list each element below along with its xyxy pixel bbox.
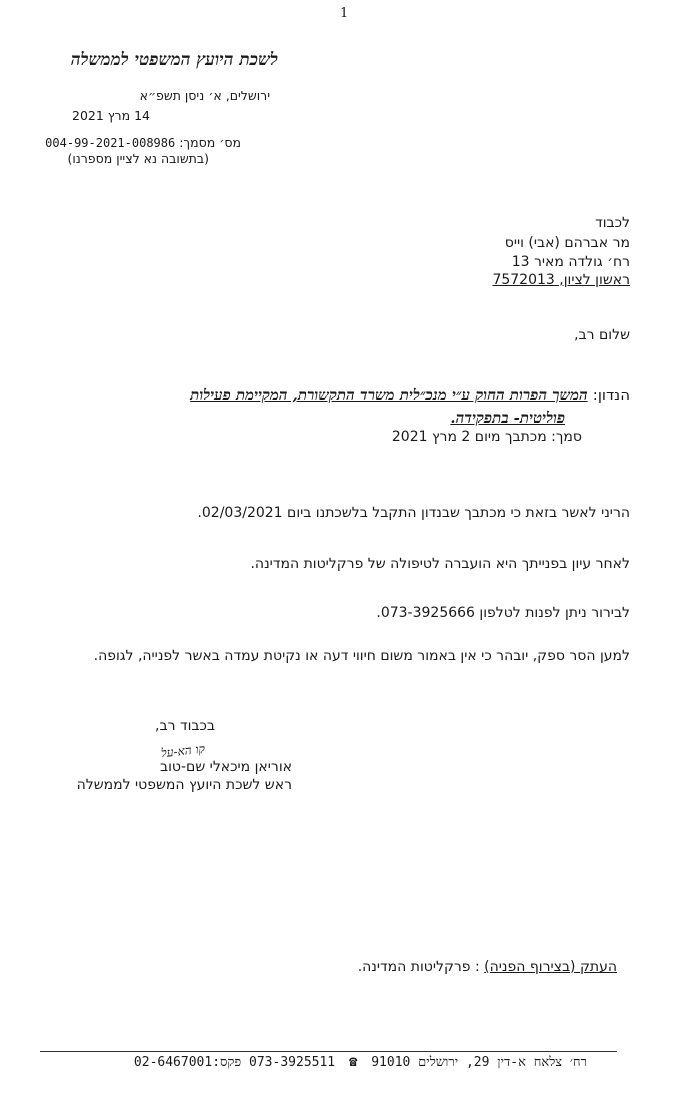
signature-closing: בכבוד רב, xyxy=(155,718,215,734)
copy-recipient: פרקליטות המדינה. xyxy=(357,959,471,975)
body-paragraph-2: לאחר עיון בפנייתך היא הועברה לטיפולה של פרקליטות המדינה. xyxy=(250,556,630,572)
greeting: שלום רב, xyxy=(574,327,630,343)
ref-number: 004-99-2021-008986 xyxy=(45,136,176,150)
subject-line-1 xyxy=(190,385,630,405)
gregorian-date: 14 מרץ 2021 xyxy=(72,108,150,123)
recipient-street: רח׳ גולדה מאיר 13 xyxy=(511,254,630,270)
subject-line-2 xyxy=(450,408,565,428)
copy-label: העתק (בצירוף הפניה) xyxy=(484,959,617,975)
signatory-title: ראש לשכת היועץ המשפטי לממשלה xyxy=(76,777,292,793)
hebrew-date: ירושלים, א׳ ניסן תשפ״א xyxy=(139,88,270,103)
body-paragraph-4: למען הסר ספק, יובהר כי אין באמור משום חיווי דעה או נקיטת עמדה באשר לפנייה, לגופה. xyxy=(93,648,630,664)
footer-address: רח׳ צלאח א-דין 29, ירושלים 91010 xyxy=(371,1055,587,1070)
page-number: 1 xyxy=(340,6,349,21)
signatory-name: אוריאן מיכאלי שם-טוב xyxy=(159,759,292,775)
footer-fax: 02-6467001 xyxy=(133,1055,213,1070)
body-paragraph-3: לבירור ניתן לפנות לטלפון 073-3925666. xyxy=(376,605,630,621)
ref-label: מס׳ מסמך: xyxy=(179,135,241,150)
copy-line xyxy=(358,959,617,975)
document-reference xyxy=(45,135,241,150)
subject-ref-text: מכתבך מיום 2 מרץ 2021 xyxy=(391,429,547,445)
footer-phone: 073-3925511 xyxy=(249,1055,336,1070)
office-name-header: לשכת היועץ המשפטי לממשלה xyxy=(70,50,278,70)
recipient-name: מר אברהם (אבי) וייס xyxy=(504,235,630,251)
footer-fax-label: פקס: xyxy=(212,1055,242,1070)
subject-text-1: המשך הפרות החוק ע״י מנכ״לית משרד התקשורת, המקיימת פעילות xyxy=(190,386,588,404)
subject-ref-label: סמך: xyxy=(551,429,582,445)
footer-divider xyxy=(40,1051,617,1052)
copy-separator: : xyxy=(474,959,480,975)
telephone-icon: ☎ xyxy=(348,1054,358,1070)
subject-reference xyxy=(392,429,582,445)
recipient-salutation: לכבוד xyxy=(595,215,630,231)
ref-note: (בתשובה נא לציין מספרנו) xyxy=(67,151,209,166)
subject-text-2: פוליטית- בתפקידה. xyxy=(450,409,565,427)
recipient-city: ראשון לציון, 7572013 xyxy=(492,272,630,288)
body-paragraph-1: הריני לאשר בזאת כי מכתבך שבנדון התקבל בלשכתנו ביום 02/03/2021. xyxy=(197,505,630,521)
subject-label: הנדון: xyxy=(592,386,630,404)
footer-contact xyxy=(134,1054,587,1070)
signature-scribble: קו הא-על xyxy=(160,741,206,761)
